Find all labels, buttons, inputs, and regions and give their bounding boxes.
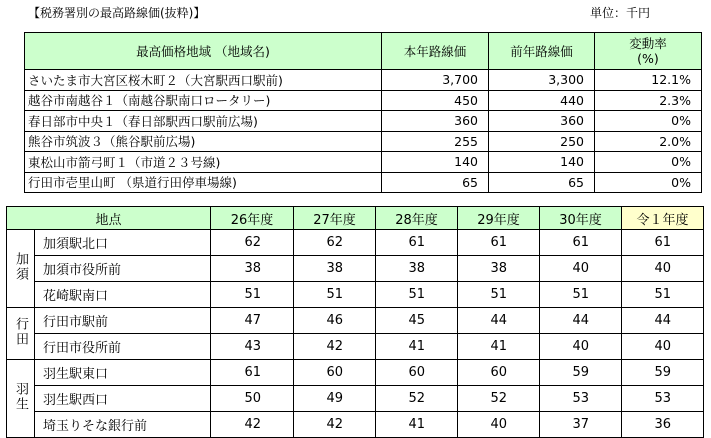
place-cell: 行田市駅前 [35,308,211,334]
table-row [7,412,704,438]
price-cell: 50 [211,386,294,412]
current-price-cell: 65 [382,172,489,193]
region-label: 羽生 [13,381,28,412]
price-cell: 40 [622,334,704,360]
change-rate-cell: 2.0% [595,131,702,152]
change-rate-cell: 0% [595,152,702,173]
header-area-name: 最高価格地域 （地域名) [25,33,382,70]
place-cell: 羽生駅西口 [35,386,211,412]
change-rate-cell: 0% [595,172,702,193]
price-cell: 60 [294,360,376,386]
price-cell: 46 [294,308,376,334]
change-rate-cell: 0% [595,111,702,132]
region-cell [7,360,35,438]
price-cell: 61 [458,230,540,256]
price-cell: 42 [211,412,294,438]
table-row [25,70,702,91]
table-row [7,334,704,360]
header-year: 27年度 [294,207,376,230]
place-cell: 羽生駅東口 [35,360,211,386]
price-cell: 51 [211,282,294,308]
table-header-row [7,207,704,230]
header-change-unit: (%) [637,51,659,66]
place-cell: 加須駅北口 [35,230,211,256]
price-cell: 59 [540,360,622,386]
place-cell: 埼玉りそな銀行前 [35,412,211,438]
price-cell: 40 [540,334,622,360]
region-cell [7,230,35,308]
header-change-label: 変動率 [629,36,667,51]
previous-price-cell: 140 [489,152,595,173]
previous-price-cell: 440 [489,90,595,111]
header-year: 26年度 [211,207,294,230]
price-cell: 40 [458,412,540,438]
price-cell: 38 [458,256,540,282]
price-cell: 44 [540,308,622,334]
price-cell: 42 [294,334,376,360]
header-location: 地点 [7,207,211,230]
table-row [25,152,702,173]
price-cell: 38 [211,256,294,282]
price-cell: 41 [376,334,458,360]
place-cell: 花崎駅南口 [35,282,211,308]
price-cell: 37 [540,412,622,438]
area-name-cell: 春日部市中央１（春日部駅西口駅前広場) [25,111,382,132]
price-cell: 61 [376,230,458,256]
header-year: 28年度 [376,207,458,230]
area-name-cell: 行田市壱里山町 （県道行田停車場線) [25,172,382,193]
price-cell: 47 [211,308,294,334]
price-cell: 62 [294,230,376,256]
table-row [25,172,702,193]
price-cell: 42 [294,412,376,438]
place-cell: 行田市役所前 [35,334,211,360]
price-cell: 40 [540,256,622,282]
price-cell: 51 [376,282,458,308]
price-cell: 52 [376,386,458,412]
route-price-history-body [7,230,704,438]
price-cell: 41 [458,334,540,360]
region-label: 行田 [13,316,28,347]
previous-price-cell: 360 [489,111,595,132]
table-row [7,230,704,256]
price-cell: 62 [211,230,294,256]
document-caption: 【税務署別の最高路線価(抜粋)】 [28,6,206,20]
price-cell: 53 [540,386,622,412]
current-price-cell: 255 [382,131,489,152]
price-cell: 51 [294,282,376,308]
table-row [7,282,704,308]
price-cell: 36 [622,412,704,438]
area-name-cell: さいたま市大宮区桜木町２（大宮駅西口駅前) [25,70,382,91]
table-header-row [25,33,702,70]
change-rate-cell: 12.1% [595,70,702,91]
price-cell: 61 [540,230,622,256]
price-cell: 60 [458,360,540,386]
price-cell: 61 [622,230,704,256]
table-row [25,90,702,111]
previous-price-cell: 3,300 [489,70,595,91]
top-route-price-body [25,70,702,193]
region-label: 加須 [13,251,28,282]
region-cell [7,308,35,360]
change-rate-cell: 2.3% [595,90,702,111]
price-cell: 51 [458,282,540,308]
price-cell: 40 [622,256,704,282]
table-row [7,256,704,282]
header-year: 29年度 [458,207,540,230]
price-cell: 61 [211,360,294,386]
price-cell: 60 [376,360,458,386]
current-price-cell: 360 [382,111,489,132]
table-row [7,360,704,386]
price-cell: 44 [458,308,540,334]
price-cell: 44 [622,308,704,334]
price-cell: 38 [294,256,376,282]
header-year: 30年度 [540,207,622,230]
table-row [7,308,704,334]
header-year-current: 令１年度 [622,207,704,230]
price-cell: 43 [211,334,294,360]
top-route-price-table [24,32,702,193]
previous-price-cell: 250 [489,131,595,152]
route-price-history-table [6,206,704,438]
price-cell: 45 [376,308,458,334]
table-row [7,386,704,412]
area-name-cell: 越谷市南越谷１（南越谷駅南口ロータリー) [25,90,382,111]
area-name-cell: 東松山市箭弓町１（市道２３号線) [25,152,382,173]
area-name-cell: 熊谷市筑波３（熊谷駅前広場) [25,131,382,152]
price-cell: 51 [540,282,622,308]
price-cell: 38 [376,256,458,282]
header-change-rate [595,33,702,70]
unit-label: 単位：千円 [590,6,651,20]
previous-price-cell: 65 [489,172,595,193]
price-cell: 52 [458,386,540,412]
table-row [25,111,702,132]
price-cell: 59 [622,360,704,386]
price-cell: 53 [622,386,704,412]
price-cell: 41 [376,412,458,438]
price-cell: 49 [294,386,376,412]
price-cell: 51 [622,282,704,308]
current-price-cell: 140 [382,152,489,173]
header-current-price: 本年路線価 [382,33,489,70]
place-cell: 加須市役所前 [35,256,211,282]
current-price-cell: 450 [382,90,489,111]
current-price-cell: 3,700 [382,70,489,91]
table-row [25,131,702,152]
header-previous-price: 前年路線価 [489,33,595,70]
